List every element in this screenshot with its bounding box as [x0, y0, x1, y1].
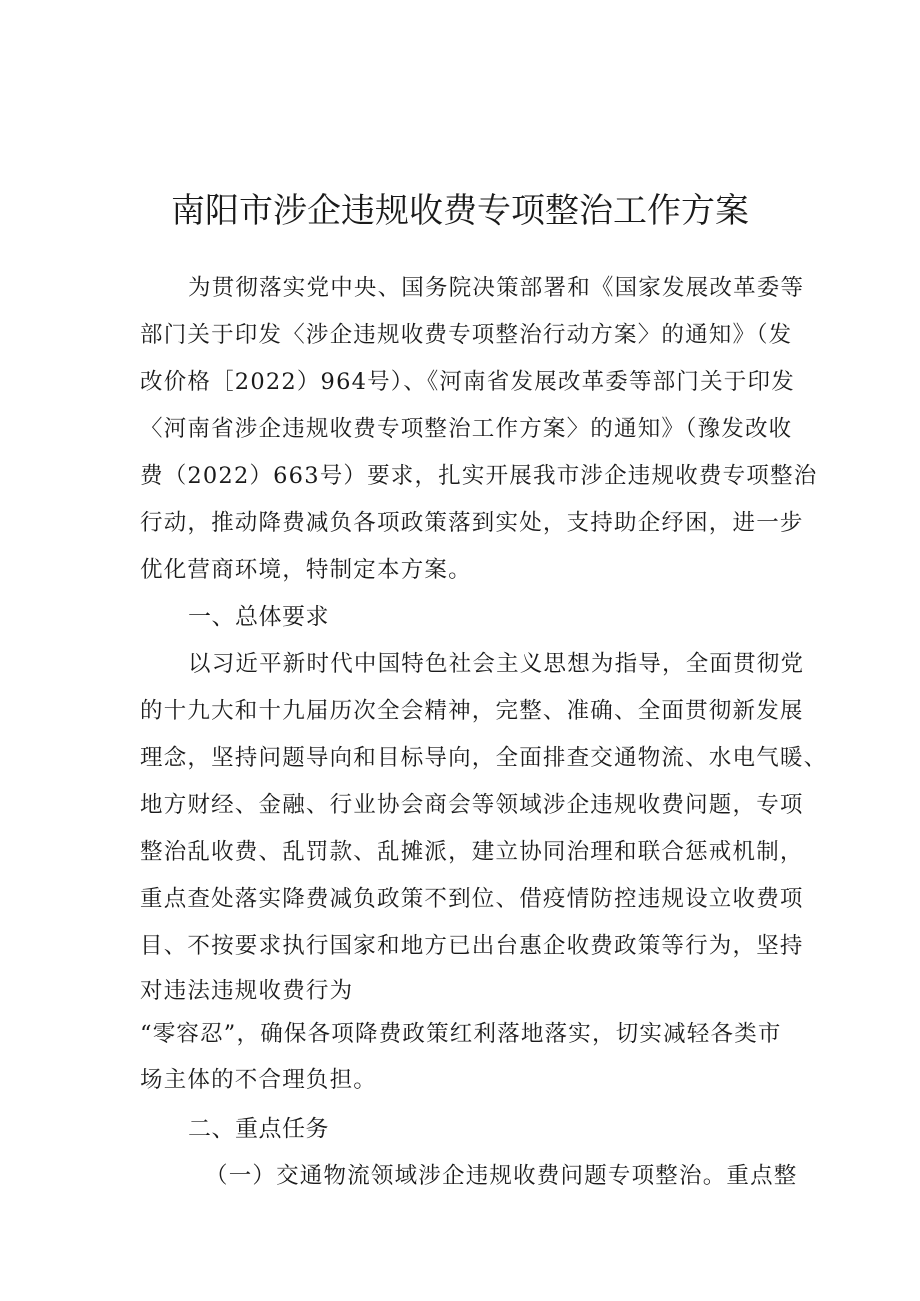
paragraph-line: 对违法违规收费行为	[140, 978, 354, 1004]
paragraph-line: （一）交通物流领域涉企违规收费问题专项整治。重点整	[205, 1163, 798, 1189]
paragraph-line: 地方财经、金融、行业协会商会等领域涉企违规收费问题，专项	[140, 792, 804, 818]
paragraph-line: 部门关于印发〈涉企违规收费专项整治行动方案〉的通知》（发	[140, 322, 793, 348]
paragraph-line: “零容忍”，确保各项降费政策红利落地落实，切实减轻各类市	[140, 1021, 782, 1047]
paragraph-line: 优化营商环境，特制定本方案。	[140, 557, 472, 583]
paragraph-line: 以习近平新时代中国特色社会主义思想为指导，全面贯彻党	[188, 651, 805, 677]
paragraph-line: 行动，推动降费减负各项政策落到实处，支持助企纾困，进一步	[140, 510, 804, 536]
paragraph-line: 改价格［2022）964号）、《河南省发展改革委等部门关于印发	[140, 369, 795, 395]
paragraph-line: 的十九大和十九届历次全会精神，完整、准确、全面贯彻新发展	[140, 698, 804, 724]
paragraph-line: 场主体的不合理负担。	[140, 1067, 378, 1093]
section-heading: 二、重点任务	[188, 1116, 329, 1142]
paragraph-line: 重点查处落实降费减负政策不到位、借疫情防控违规设立收费项	[140, 886, 804, 912]
paragraph-line: 〈河南省涉企违规收费专项整治工作方案〉的通知》（豫发改收	[140, 416, 793, 442]
section-heading: 一、总体要求	[188, 604, 329, 630]
document-title: 南阳市涉企违规收费专项整治工作方案	[171, 191, 749, 231]
paragraph-line: 目、不按要求执行国家和地方已出台惠企收费政策等行为，坚持	[140, 933, 804, 959]
paragraph-line: 费（2022）663号）要求，扎实开展我市涉企违规收费专项整治	[140, 463, 818, 489]
paragraph-line: 整治乱收费、乱罚款、乱摊派，建立协同治理和联合惩戒机制，	[140, 839, 804, 865]
paragraph-line: 理念，坚持问题导向和目标导向，全面排查交通物流、水电气暖、	[140, 745, 828, 771]
paragraph-line: 为贯彻落实党中央、国务院决策部署和《国家发展改革委等	[188, 275, 805, 301]
